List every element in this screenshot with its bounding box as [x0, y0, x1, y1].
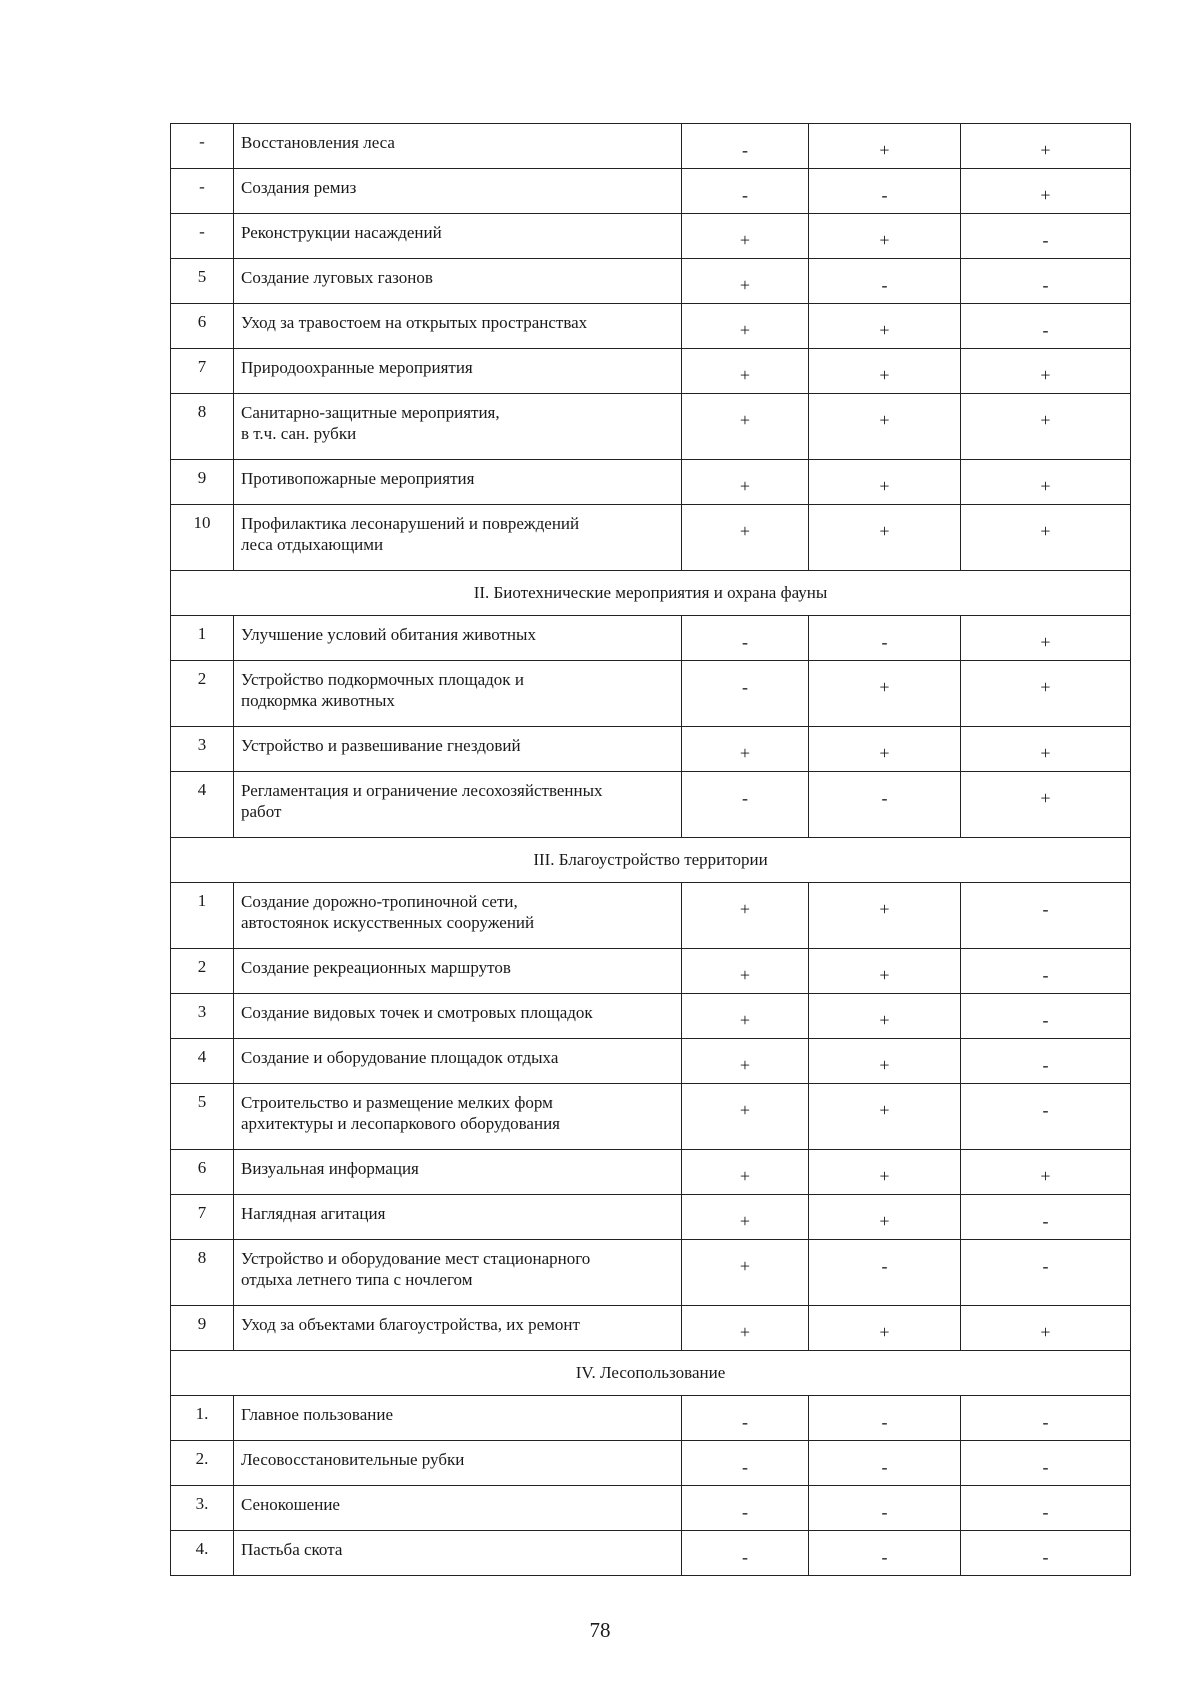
measure-name: [234, 1531, 682, 1576]
measure-name-line: автостоянок искусственных сооружений: [241, 913, 535, 932]
mark-cell-2: +: [809, 304, 961, 349]
measure-name: [234, 661, 682, 727]
row-number: 3: [171, 727, 234, 772]
mark-cell-2: -: [809, 259, 961, 304]
mark-cell-1: -: [682, 661, 809, 727]
measure-name-line: Создания ремиз: [241, 178, 357, 197]
table-row: [171, 949, 1131, 994]
section-header-row: [171, 838, 1131, 883]
row-number: 2: [171, 661, 234, 727]
row-number: 5: [171, 1084, 234, 1150]
row-number: 8: [171, 1240, 234, 1306]
row-number: 2.: [171, 1441, 234, 1486]
section-title: IV. Лесопользование: [171, 1351, 1131, 1396]
mark-cell-3: +: [961, 349, 1131, 394]
table-row: [171, 1195, 1131, 1240]
mark-cell-2: -: [809, 169, 961, 214]
measure-name: [234, 1441, 682, 1486]
mark-cell-2: -: [809, 1240, 961, 1306]
measure-name: [234, 1039, 682, 1084]
mark-cell-3: -: [961, 1195, 1131, 1240]
measure-name-line: Устройство и развешивание гнездовий: [241, 736, 521, 755]
row-number: 7: [171, 1195, 234, 1240]
mark-cell-1: +: [682, 1195, 809, 1240]
measure-name-line: в т.ч. сан. рубки: [241, 424, 357, 443]
mark-cell-1: -: [682, 616, 809, 661]
measure-name: [234, 1486, 682, 1531]
table-row: [171, 1396, 1131, 1441]
mark-cell-3: -: [961, 994, 1131, 1039]
row-number: 1: [171, 616, 234, 661]
measure-name-line: Создание дорожно-тропиночной сети,: [241, 892, 518, 911]
mark-cell-3: +: [961, 1306, 1131, 1351]
section-header-row: [171, 1351, 1131, 1396]
measure-name-line: Пастьба скота: [241, 1540, 343, 1559]
row-number: 7: [171, 349, 234, 394]
measure-name: [234, 727, 682, 772]
table-row: [171, 1084, 1131, 1150]
mark-cell-1: +: [682, 1306, 809, 1351]
measure-name: [234, 994, 682, 1039]
row-number: 3: [171, 994, 234, 1039]
measure-name-line: Реконструкции насаждений: [241, 223, 442, 242]
mark-cell-1: -: [682, 124, 809, 169]
mark-cell-2: +: [809, 949, 961, 994]
measure-name-line: Улучшение условий обитания животных: [241, 625, 536, 644]
table-row: [171, 727, 1131, 772]
mark-cell-2: +: [809, 214, 961, 259]
measure-name: [234, 259, 682, 304]
row-number: -: [171, 124, 234, 169]
table-row: [171, 1441, 1131, 1486]
mark-cell-2: +: [809, 349, 961, 394]
mark-cell-1: +: [682, 994, 809, 1039]
measure-name-line: Создание и оборудование площадок отдыха: [241, 1048, 559, 1067]
table-row: [171, 1306, 1131, 1351]
mark-cell-2: -: [809, 1486, 961, 1531]
table-row: [171, 1039, 1131, 1084]
measure-name: [234, 394, 682, 460]
measure-name-line: леса отдыхающими: [241, 535, 384, 554]
row-number: 8: [171, 394, 234, 460]
measure-name: [234, 772, 682, 838]
mark-cell-2: +: [809, 124, 961, 169]
row-number: 4: [171, 1039, 234, 1084]
table-row: [171, 883, 1131, 949]
measure-name-line: Уход за травостоем на открытых пространствах: [241, 313, 588, 332]
mark-cell-2: +: [809, 727, 961, 772]
measures-table: [170, 123, 1131, 1576]
measure-name-line: Создание видовых точек и смотровых площадок: [241, 1003, 593, 1022]
mark-cell-3: -: [961, 883, 1131, 949]
measure-name-line: Профилактика лесонарушений и повреждений: [241, 514, 580, 533]
row-number: -: [171, 214, 234, 259]
measure-name: [234, 1195, 682, 1240]
mark-cell-1: +: [682, 460, 809, 505]
measure-name-line: Создание рекреационных маршрутов: [241, 958, 511, 977]
mark-cell-1: -: [682, 1531, 809, 1576]
row-number: 4: [171, 772, 234, 838]
mark-cell-1: +: [682, 883, 809, 949]
mark-cell-3: +: [961, 505, 1131, 571]
mark-cell-3: -: [961, 214, 1131, 259]
table-row: [171, 169, 1131, 214]
mark-cell-3: +: [961, 460, 1131, 505]
section-title: II. Биотехнические мероприятия и охрана фауны: [171, 571, 1131, 616]
mark-cell-3: +: [961, 727, 1131, 772]
measure-name-line: архитектуры и лесопаркового оборудования: [241, 1114, 560, 1133]
measure-name-line: подкормка животных: [241, 691, 395, 710]
mark-cell-3: -: [961, 1531, 1131, 1576]
table-row: [171, 616, 1131, 661]
mark-cell-2: +: [809, 1150, 961, 1195]
measure-name: [234, 505, 682, 571]
measure-name: [234, 1240, 682, 1306]
mark-cell-2: -: [809, 772, 961, 838]
table-row: [171, 1240, 1131, 1306]
mark-cell-3: +: [961, 1150, 1131, 1195]
measure-name: [234, 169, 682, 214]
table-body: [171, 124, 1131, 1576]
row-number: 3.: [171, 1486, 234, 1531]
measure-name-line: Санитарно-защитные мероприятия,: [241, 403, 500, 422]
mark-cell-1: -: [682, 1486, 809, 1531]
row-number: 9: [171, 460, 234, 505]
measure-name: [234, 1084, 682, 1150]
row-number: 6: [171, 304, 234, 349]
measure-name-line: Сенокошение: [241, 1495, 340, 1514]
table-row: [171, 349, 1131, 394]
mark-cell-2: +: [809, 394, 961, 460]
measure-name: [234, 1396, 682, 1441]
measure-name-line: Устройство и оборудование мест стационарного: [241, 1249, 591, 1268]
mark-cell-1: -: [682, 772, 809, 838]
mark-cell-3: -: [961, 1084, 1131, 1150]
mark-cell-1: +: [682, 394, 809, 460]
row-number: 5: [171, 259, 234, 304]
measure-name: [234, 349, 682, 394]
row-number: 1.: [171, 1396, 234, 1441]
measure-name: [234, 214, 682, 259]
mark-cell-3: -: [961, 1240, 1131, 1306]
measure-name-line: Строительство и размещение мелких форм: [241, 1093, 553, 1112]
table-row: [171, 661, 1131, 727]
row-number: 10: [171, 505, 234, 571]
mark-cell-3: -: [961, 1039, 1131, 1084]
mark-cell-3: +: [961, 772, 1131, 838]
section-title: III. Благоустройство территории: [171, 838, 1131, 883]
table-row: [171, 1150, 1131, 1195]
table-row: [171, 1486, 1131, 1531]
measure-name-line: Регламентация и ограничение лесохозяйственных: [241, 781, 603, 800]
measure-name: [234, 124, 682, 169]
mark-cell-1: +: [682, 1240, 809, 1306]
measure-name: [234, 460, 682, 505]
mark-cell-2: -: [809, 616, 961, 661]
measure-name-line: Противопожарные мероприятия: [241, 469, 475, 488]
mark-cell-1: -: [682, 169, 809, 214]
mark-cell-3: +: [961, 169, 1131, 214]
measure-name: [234, 883, 682, 949]
mark-cell-3: -: [961, 1486, 1131, 1531]
measure-name-line: Лесовосстановительные рубки: [241, 1450, 465, 1469]
table-row: [171, 304, 1131, 349]
row-number: 6: [171, 1150, 234, 1195]
mark-cell-2: +: [809, 661, 961, 727]
measure-name-line: Уход за объектами благоустройства, их ремонт: [241, 1315, 580, 1334]
mark-cell-2: +: [809, 1084, 961, 1150]
measure-name-line: отдыха летнего типа с ночлегом: [241, 1270, 473, 1289]
mark-cell-1: +: [682, 259, 809, 304]
table-row: [171, 259, 1131, 304]
measure-name-line: Создание луговых газонов: [241, 268, 433, 287]
measure-name-line: Визуальная информация: [241, 1159, 419, 1178]
measure-name: [234, 304, 682, 349]
mark-cell-3: +: [961, 661, 1131, 727]
mark-cell-3: +: [961, 394, 1131, 460]
mark-cell-2: +: [809, 883, 961, 949]
mark-cell-1: +: [682, 1150, 809, 1195]
mark-cell-3: +: [961, 616, 1131, 661]
mark-cell-3: -: [961, 1396, 1131, 1441]
table-row: [171, 505, 1131, 571]
row-number: 9: [171, 1306, 234, 1351]
mark-cell-1: +: [682, 304, 809, 349]
measure-name-line: Природоохранные мероприятия: [241, 358, 473, 377]
measure-name-line: Главное пользование: [241, 1405, 394, 1424]
table-row: [171, 772, 1131, 838]
section-header-row: [171, 571, 1131, 616]
mark-cell-1: +: [682, 727, 809, 772]
page-number: 78: [589, 1618, 611, 1642]
mark-cell-1: +: [682, 1084, 809, 1150]
measure-name: [234, 616, 682, 661]
row-number: -: [171, 169, 234, 214]
mark-cell-3: -: [961, 1441, 1131, 1486]
measure-name-line: работ: [241, 802, 282, 821]
mark-cell-2: +: [809, 1195, 961, 1240]
table-row: [171, 214, 1131, 259]
measure-name: [234, 949, 682, 994]
table-row: [171, 460, 1131, 505]
mark-cell-1: -: [682, 1441, 809, 1486]
mark-cell-1: -: [682, 1396, 809, 1441]
row-number: 2: [171, 949, 234, 994]
mark-cell-1: +: [682, 1039, 809, 1084]
mark-cell-2: +: [809, 994, 961, 1039]
measure-name-line: Устройство подкормочных площадок и: [241, 670, 524, 689]
row-number: 1: [171, 883, 234, 949]
measure-name-line: Восстановления леса: [241, 133, 395, 152]
mark-cell-2: -: [809, 1441, 961, 1486]
mark-cell-1: +: [682, 349, 809, 394]
mark-cell-1: +: [682, 949, 809, 994]
measure-name-line: Наглядная агитация: [241, 1204, 386, 1223]
mark-cell-2: -: [809, 1531, 961, 1576]
mark-cell-2: +: [809, 505, 961, 571]
mark-cell-1: +: [682, 505, 809, 571]
row-number: 4.: [171, 1531, 234, 1576]
mark-cell-3: -: [961, 304, 1131, 349]
table-row: [171, 394, 1131, 460]
mark-cell-2: +: [809, 460, 961, 505]
mark-cell-3: -: [961, 259, 1131, 304]
mark-cell-2: -: [809, 1396, 961, 1441]
measure-name: [234, 1150, 682, 1195]
mark-cell-3: -: [961, 949, 1131, 994]
table-row: [171, 994, 1131, 1039]
table-row: [171, 1531, 1131, 1576]
mark-cell-3: +: [961, 124, 1131, 169]
mark-cell-2: +: [809, 1039, 961, 1084]
mark-cell-1: +: [682, 214, 809, 259]
mark-cell-2: +: [809, 1306, 961, 1351]
table-row: [171, 124, 1131, 169]
measure-name: [234, 1306, 682, 1351]
